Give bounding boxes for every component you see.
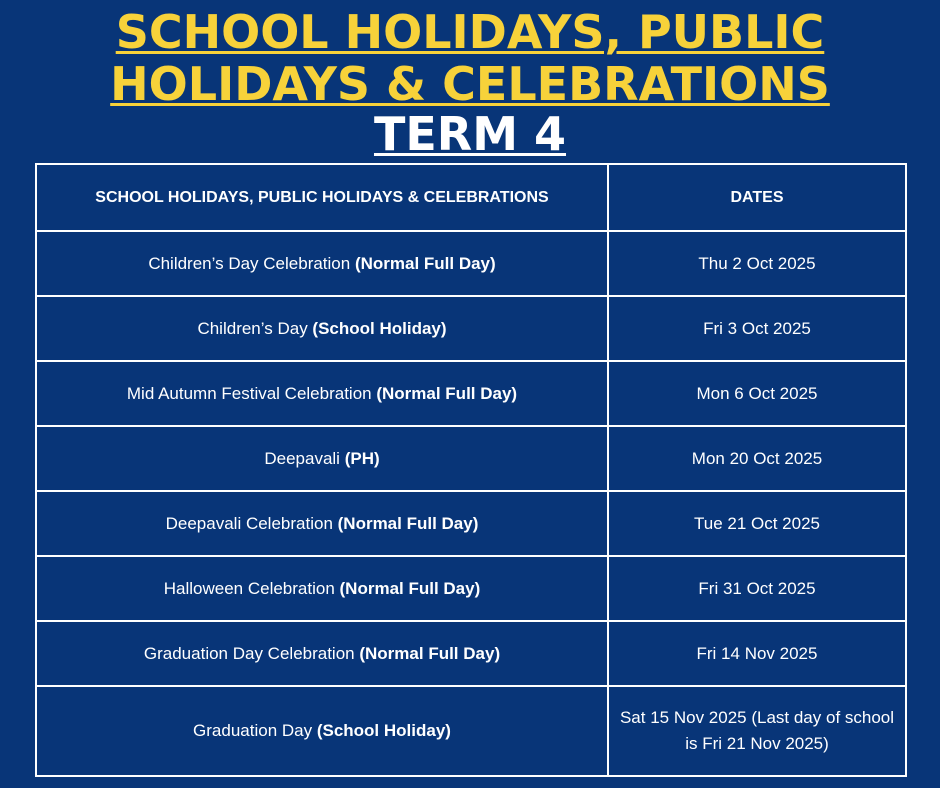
event-name: Graduation Day Celebration [143,643,360,663]
event-name: Mid Autumn Festival Celebration [126,383,377,403]
event-cell [36,426,608,491]
event-note: (School Holiday) [312,318,447,338]
event-cell [36,491,608,556]
date-cell: Mon 6 Oct 2025 [608,361,906,426]
table-row [36,296,906,361]
holidays-table [35,163,907,777]
event-cell [36,231,608,296]
page-header [0,5,940,161]
date-cell: Tue 21 Oct 2025 [608,491,906,556]
table-row [36,686,906,776]
event-note: (Normal Full Day) [339,578,481,598]
date-cell: Sat 15 Nov 2025 (Last day of school is Fri 21 Nov 2025) [608,686,906,776]
table-row [36,426,906,491]
table-row [36,621,906,686]
page-title-line-2 [0,58,940,110]
column-header-dates: DATES [608,164,906,231]
table-row [36,231,906,296]
date-cell: Thu 2 Oct 2025 [608,231,906,296]
column-header-event: SCHOOL HOLIDAYS, PUBLIC HOLIDAYS & CELEBRATIONS [36,164,608,231]
event-cell [36,361,608,426]
title-text-1: SCHOOL HOLIDAYS, PUBLIC [115,5,825,59]
event-name: Halloween Celebration [163,578,340,598]
table-row [36,556,906,621]
date-cell: Fri 31 Oct 2025 [608,556,906,621]
title-text-2: HOLIDAYS & CELEBRATIONS [110,57,830,111]
event-note: (Normal Full Day) [359,643,501,663]
event-note: (Normal Full Day) [354,253,496,273]
subtitle-text: TERM 4 [373,107,567,161]
event-cell [36,556,608,621]
table-row [36,361,906,426]
event-note: (Normal Full Day) [376,383,518,403]
event-name: Deepavali [264,448,345,468]
event-name: Children’s Day Celebration [148,253,355,273]
date-cell: Fri 3 Oct 2025 [608,296,906,361]
event-note: (School Holiday) [316,721,451,740]
event-cell [36,686,608,776]
event-note: (Normal Full Day) [337,513,479,533]
table-header-row [36,164,906,231]
date-cell: Fri 14 Nov 2025 [608,621,906,686]
holidays-table-container [35,163,905,777]
page-subtitle [0,107,940,161]
date-cell: Mon 20 Oct 2025 [608,426,906,491]
event-name: Deepavali Celebration [165,513,338,533]
page-title-line-1 [0,6,940,58]
event-name: Children’s Day [197,318,313,338]
event-cell [36,296,608,361]
table-row [36,491,906,556]
event-cell [36,621,608,686]
event-note: (PH) [344,448,380,468]
event-name: Graduation Day [193,721,317,740]
